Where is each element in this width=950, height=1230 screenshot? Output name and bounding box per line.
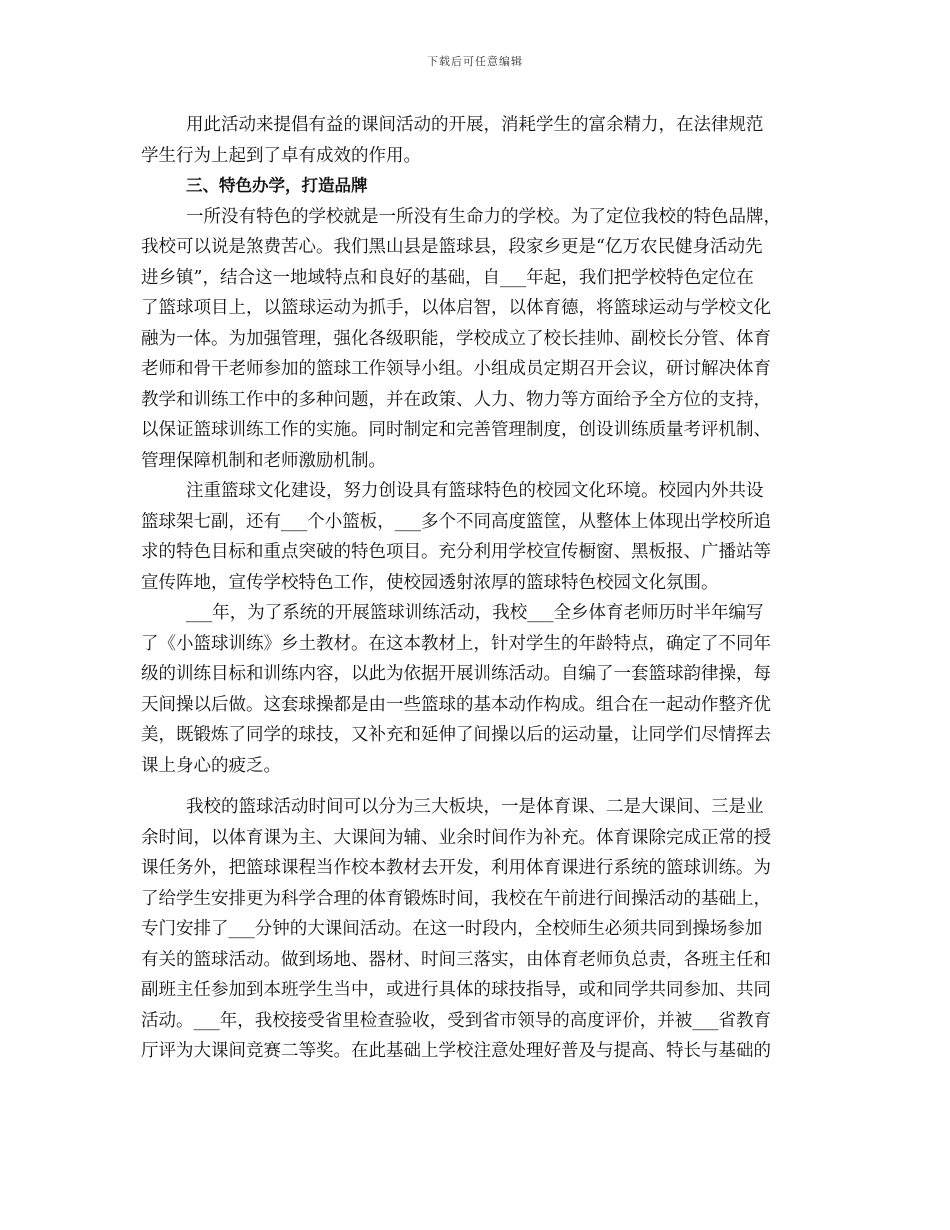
text-line: 活动。___年，我校接受省里检查验收，受到省市领导的高度评价，并被___省教育 — [141, 1010, 771, 1031]
paragraph — [141, 792, 813, 1067]
paragraph-gap — [141, 781, 813, 792]
text-line: 了给学生安排更为科学合理的体育锻炼时间，我校在午前进行间操活动的基础上， — [141, 888, 771, 909]
text-line: 课任务外，把篮球课程当作校本教材去开发，利用体育课进行系统的篮球训练。为 — [141, 858, 771, 878]
text-line: 了篮球项目上，以篮球运动为抓手，以体启智，以体育德，将篮球运动与学校文化 — [141, 298, 771, 318]
paragraph — [141, 598, 813, 781]
page-header: 下载后可任意编辑 — [427, 55, 523, 68]
text-line: 求的特色目标和重点突破的特色项目。充分利用学校宣传橱窗、黑板报、广播站等 — [141, 542, 771, 562]
text-line: 教学和训练工作中的多种问题，并在政策、人力、物力等方面给予全方位的支持， — [141, 389, 771, 410]
text-line: 专门安排了___分钟的大课间活动。在这一时段内，全校师生必须共同到操场参加 — [141, 919, 763, 939]
text-line: 级的训练目标和训练内容，以此为依据开展训练活动。自编了一套篮球韵律操，每 — [141, 664, 771, 684]
document-body — [141, 110, 813, 1067]
paragraph — [141, 110, 813, 171]
text-line: 一所没有特色的学校就是一所没有生命力的学校。为了定位我校的特色品牌， — [186, 206, 781, 227]
text-line: 篮球架七副，还有___个小篮板，___多个不同高度篮筐，从整体上体现出学校所追 — [141, 511, 771, 532]
paragraph — [141, 476, 813, 598]
text-line: 天间操以后做。这套球操都是由一些篮球的基本动作构成。组合在一起动作整齐优 — [141, 694, 771, 715]
text-line: 厅评为大课间竞赛二等奖。在此基础上学校注意处理好普及与提高、特长与基础的 — [141, 1041, 771, 1061]
text-line: 余时间，以体育课为主、大课间为辅、业余时间作为补充。体育课除完成正常的授 — [141, 827, 771, 848]
text-line: 副班主任参加到本班学生当中，或进行具体的球技指导，或和同学共同参加、共同 — [141, 980, 771, 1000]
paragraph — [141, 202, 813, 477]
text-line: 以保证篮球训练工作的实施。同时制定和完善管理制度，创设训练质量考评机制、 — [141, 420, 771, 440]
text-line: 有关的篮球活动。做到场地、器材、时间三落实，由体育老师负总责，各班主任和 — [141, 949, 771, 970]
text-line: 老师和骨干老师参加的篮球工作领导小组。小组成员定期召开会议，研讨解决体育 — [141, 359, 771, 379]
heading-text: 三、特色办学，打造品牌 — [186, 176, 368, 195]
text-line: 融为一体。为加强管理，强化各级职能，学校成立了校长挂帅、副校长分管、体育 — [141, 328, 771, 349]
section-heading — [141, 171, 813, 202]
text-line: 注重篮球文化建设，努力创设具有篮球特色的校园文化环境。校园内外共设 — [186, 481, 764, 501]
text-line: 课上身心的疲乏。 — [141, 755, 281, 776]
text-line: 美，既锻炼了同学的球技，又补充和延伸了间操以后的运动量，让同学们尽情挥去 — [141, 725, 771, 745]
text-line: 我校的篮球活动时间可以分为三大板块，一是体育课、二是大课间、三是业 — [186, 797, 764, 817]
text-line: 宣传阵地，宣传学校特色工作，使校园透射浓厚的篮球特色校园文化氛围。 — [141, 572, 719, 593]
text-line: 学生行为上起到了卓有成效的作用。 — [141, 145, 421, 166]
text-line: 我校可以说是煞费苦心。我们黑山县是篮球县，段家乡更是“亿万农民健身活动先 — [141, 237, 763, 257]
text-line: 管理保障机制和老师激励机制。 — [141, 450, 386, 471]
text-line: 用此活动来提倡有益的课间活动的开展，消耗学生的富余精力，在法律规范 — [186, 115, 764, 135]
text-line: 进乡镇”，结合这一地域特点和良好的基础，自___年起，我们把学校特色定位在 — [141, 267, 754, 288]
text-line: 了《小篮球训练》乡土教材。在这本教材上，针对学生的年龄特点，确定了不同年 — [141, 633, 771, 654]
text-line: ___年，为了系统的开展篮球训练活动，我校___全乡体育老师历时半年编写 — [186, 603, 764, 623]
